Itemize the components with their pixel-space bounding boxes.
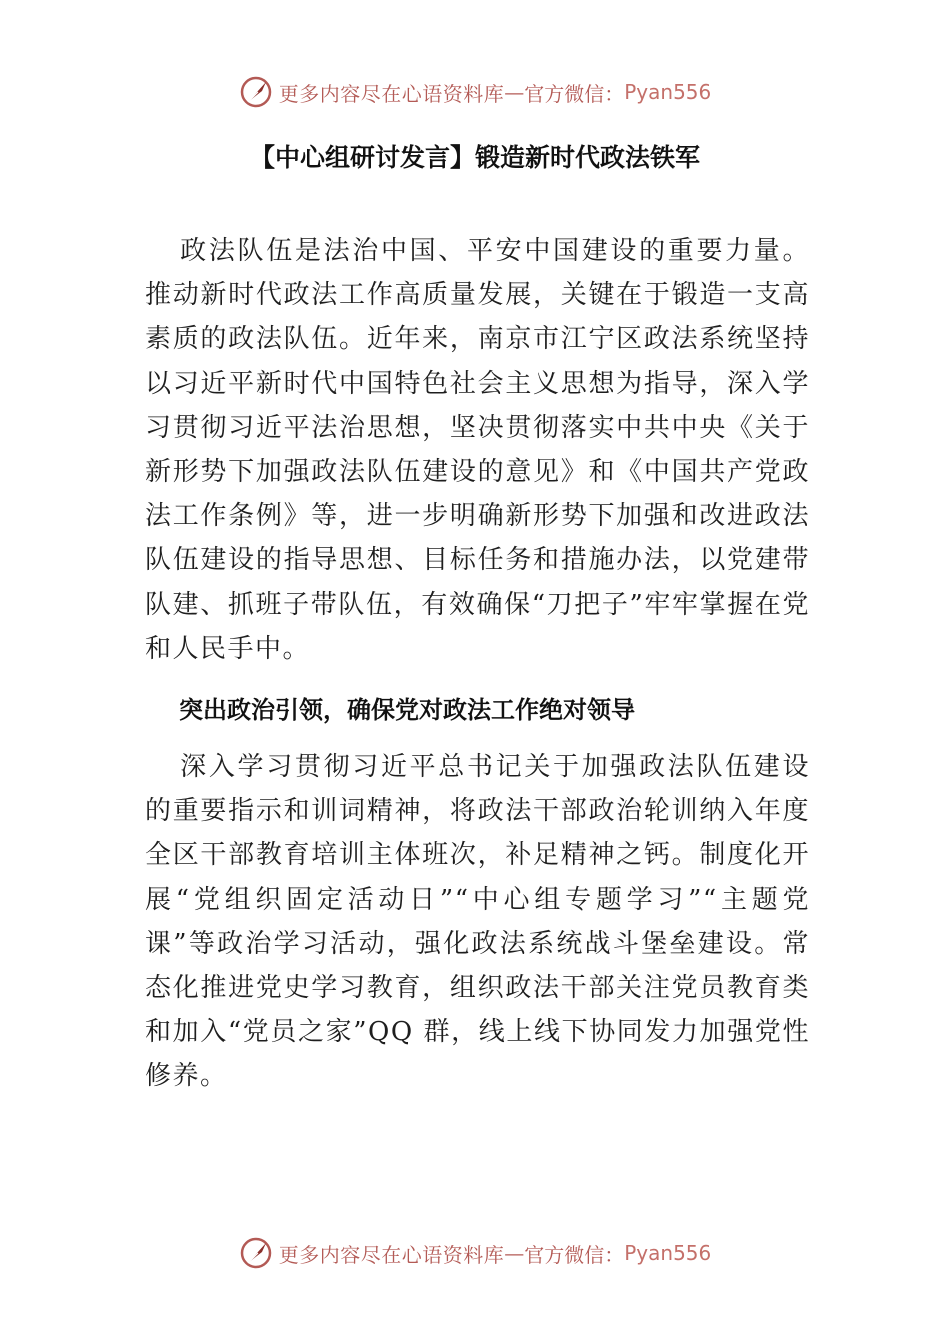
wechat-label: 官方微信： bbox=[524, 1242, 625, 1267]
body-paragraph bbox=[145, 229, 810, 671]
section-heading: 突出政治引领，确保党对政法工作绝对领导 bbox=[179, 696, 635, 724]
paragraph-text: 深入学习贯彻习近平总书记关于加强政法队伍建设的重要指示和训词精神，将政法干部政治轮训纳入年度全区干部教育培训主体班次，补足精神之钙。制度化开展“党组织固定活动日”“中心组专题学习”“主题党课”等政治学习活动，强化政法系统战斗堡垒建设。常态化推进党史学习教育，组织政法干部关注党员教育类和加入“党员之家”QQ 群，线上线下协同发力加强党性修养。 bbox=[145, 752, 810, 1092]
paragraph-text: 政法队伍是法治中国、平安中国建设的重要力量。推动新时代政法工作高质量发展，关键在于锻造一支高素质的政法队伍。近年来，南京市江宁区政法系统坚持以习近平新时代中国特色社会主义思想为指导，深入学习贯彻习近平法治思想，坚决贯彻落实中共中央《关于新形势下加强政法队伍建设的意见》和《中国共产党政法工作条例》等，进一步明确新形势下加强和改进政法队伍建设的指导思想、目标任务和措施办法，以党建带队建、抓班子带队伍，有效确保“刀把子”牢牢掌握在党和人民手中。 bbox=[145, 236, 810, 664]
document-title: 【中心组研讨发言】锻造新时代政法铁军 bbox=[249, 143, 700, 172]
header-banner bbox=[0, 72, 950, 112]
quill-logo-icon bbox=[239, 75, 273, 109]
banner-separator: — bbox=[504, 80, 525, 104]
wechat-label: 官方微信： bbox=[524, 81, 625, 106]
wechat-id: Pyan556 bbox=[624, 80, 712, 104]
banner-text: 更多内容尽在心语资料库 bbox=[278, 1242, 505, 1267]
body-paragraph bbox=[145, 745, 810, 1099]
wechat-id: Pyan556 bbox=[624, 1241, 712, 1265]
banner-text: 更多内容尽在心语资料库 bbox=[278, 81, 505, 106]
banner-separator: — bbox=[504, 1241, 525, 1265]
footer-banner bbox=[0, 1233, 950, 1273]
quill-logo-icon bbox=[239, 1236, 273, 1270]
